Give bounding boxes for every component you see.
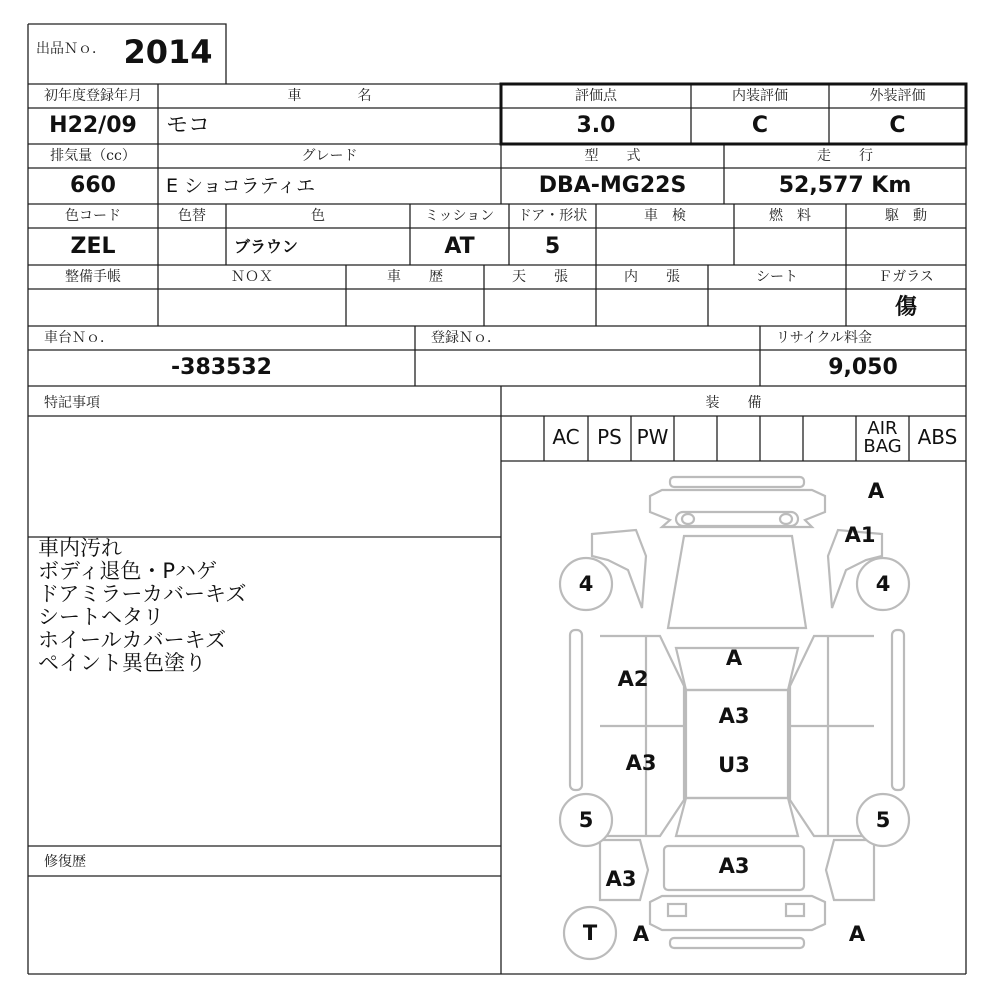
color-change-label: 色替 <box>178 208 206 224</box>
damage-left-rear-door: A3 <box>625 751 657 775</box>
damage-roof-front: A <box>725 646 743 670</box>
car-name-value: モコ <box>166 113 211 138</box>
score-value: 3.0 <box>576 113 616 138</box>
f-glass-value: 傷 <box>894 295 917 320</box>
lot-number: 2014 <box>123 33 213 71</box>
damage-roof-middle: A3 <box>718 704 750 728</box>
damage-bonnet: A3 <box>718 854 750 878</box>
drive-label: 駆 動 <box>885 208 927 224</box>
displacement-value: 660 <box>70 173 116 198</box>
remarks-label: 特記事項 <box>44 395 100 411</box>
tire-spare: T <box>582 921 598 945</box>
remark-line: ドアミラーカバーキズ <box>38 582 247 606</box>
color-code-value: ZEL <box>70 234 116 259</box>
history-label: 車 歴 <box>387 269 443 285</box>
equipment-ps: PS <box>597 425 622 449</box>
score-label: 評価点 <box>575 88 617 104</box>
chassis-value: -383532 <box>171 355 272 380</box>
f-glass-label: Ｆガラス <box>878 269 934 285</box>
fuel-label: 燃 料 <box>769 208 811 224</box>
equipment-ac: AC <box>552 425 580 449</box>
damage-left-front-door: A2 <box>617 667 649 691</box>
recycle-value: 9,050 <box>828 355 898 380</box>
model-value: DBA-MG22S <box>538 173 687 198</box>
repair-label: 修復歴 <box>44 854 86 870</box>
damage-front-bumper-left: A <box>632 922 650 946</box>
interior-label: 内装評価 <box>732 88 788 104</box>
remark-line: 車内汚れ <box>38 536 122 560</box>
equipment-airbag: AIR BAG <box>863 418 902 457</box>
color-label: 色 <box>311 208 325 224</box>
displacement-label: 排気量（cc） <box>50 148 136 164</box>
maintenance-label: 整備手帳 <box>65 269 121 285</box>
tire-rear-right: 5 <box>875 808 891 832</box>
damage-rear-right: A1 <box>844 523 876 547</box>
damage-rear-bumper-right: A <box>867 479 885 503</box>
equipment-abs: ABS <box>917 425 958 449</box>
model-label: 型 式 <box>584 148 641 164</box>
mission-label: ミッション <box>424 208 495 224</box>
remarks-list <box>38 537 247 675</box>
first-reg-value: H22/09 <box>49 113 137 138</box>
inspection-label: 車 検 <box>644 208 686 224</box>
equipment-pw: PW <box>636 425 669 449</box>
car-name-label: 車 名 <box>287 88 372 104</box>
remark-line: シートヘタリ <box>38 605 164 629</box>
first-reg-label: 初年度登録年月 <box>44 88 142 104</box>
lot-label: 出品Ｎｏ． <box>36 41 106 57</box>
grade-label: グレード <box>301 148 358 164</box>
color-value: ブラウン <box>234 237 299 256</box>
remark-line: ペイント異色塗り <box>38 651 206 675</box>
grade-value: E ショコラティエ <box>166 175 316 197</box>
chassis-label: 車台Ｎｏ． <box>44 330 114 346</box>
mileage-label: 走 行 <box>817 148 873 164</box>
damage-front-bumper-right: A <box>848 922 866 946</box>
interior-value: C <box>751 113 769 138</box>
equipment-label: 装 備 <box>705 395 762 411</box>
tire-front-right: 4 <box>875 572 891 596</box>
door-value: 5 <box>544 234 561 259</box>
recycle-label: リサイクル料金 <box>776 330 873 346</box>
exterior-value: C <box>889 113 906 138</box>
exterior-label: 外装評価 <box>869 88 926 104</box>
tire-front-left: 4 <box>578 572 594 596</box>
registration-label: 登録Ｎｏ． <box>431 330 501 346</box>
mileage-value: 52,577 Km <box>778 173 912 198</box>
color-code-label: 色コード <box>65 208 121 224</box>
mission-value: AT <box>444 234 475 259</box>
interior-trim-label: 内 張 <box>624 269 680 285</box>
damage-front-left: A3 <box>605 867 637 891</box>
remark-line: ボディ退色・Pハゲ <box>38 559 217 583</box>
nox-label: ＮＯＸ <box>231 269 273 285</box>
roof-label: 天 張 <box>512 269 568 285</box>
door-label: ドア・形状 <box>517 208 588 224</box>
tire-rear-left: 5 <box>578 808 594 832</box>
seat-label: シート <box>756 269 798 285</box>
damage-roof-rear: U3 <box>718 753 750 777</box>
remark-line: ホイールカバーキズ <box>38 628 227 652</box>
